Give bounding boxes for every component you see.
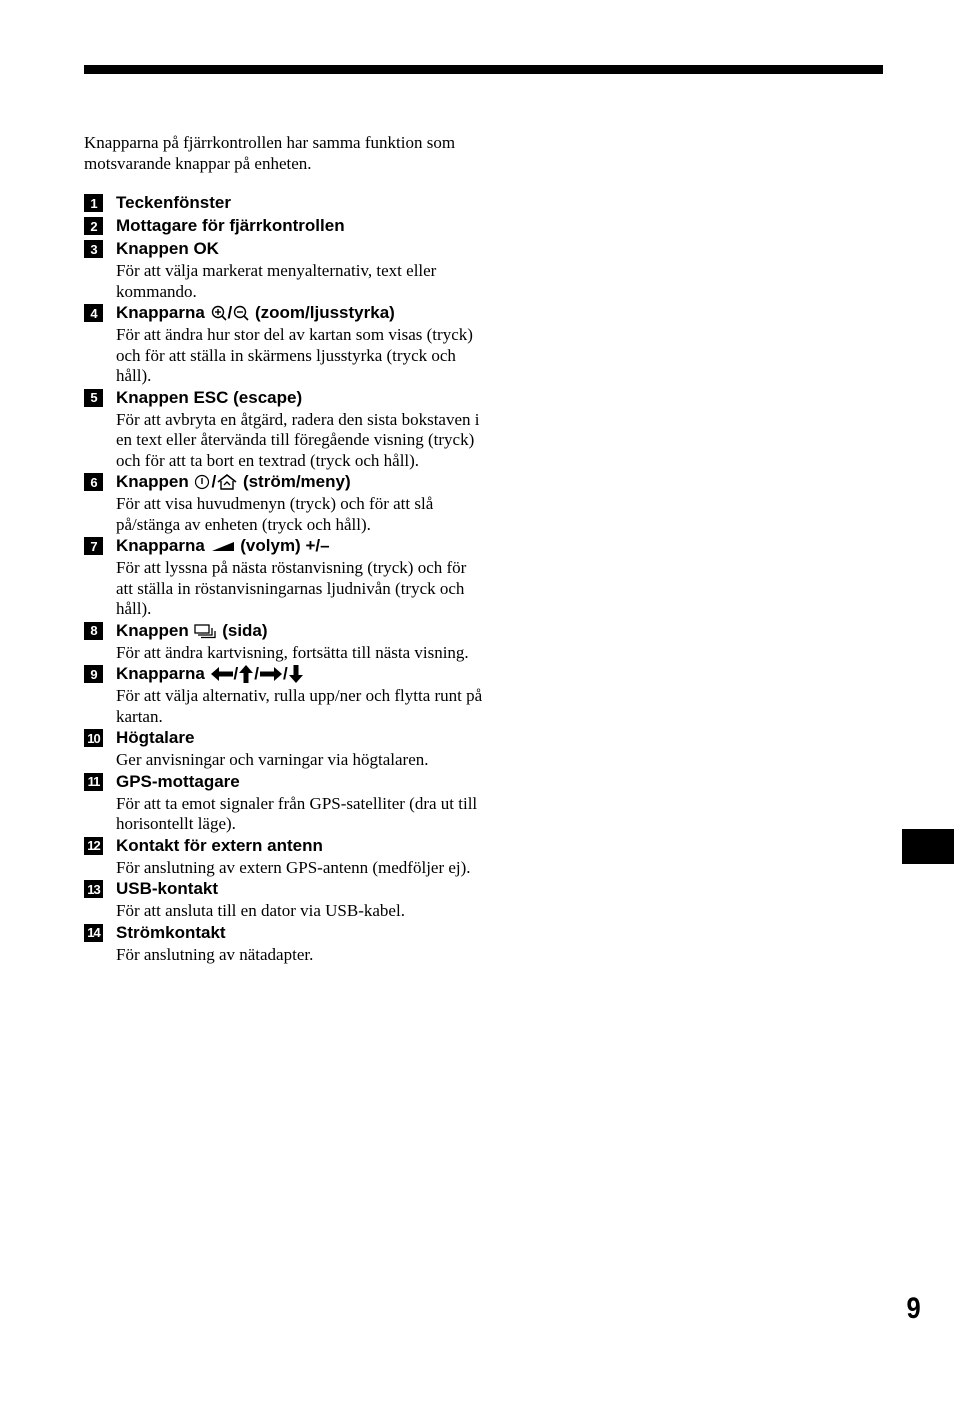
- slash: /: [254, 664, 259, 683]
- list-item: [84, 727, 484, 771]
- list-item: [84, 922, 484, 966]
- item-title: [116, 302, 395, 324]
- list-item: [84, 471, 484, 535]
- list-item: [84, 238, 484, 302]
- list-item: [84, 620, 484, 664]
- arrow-left-icon: [211, 667, 233, 681]
- item-number: 9: [84, 665, 103, 683]
- page-icon: [194, 623, 216, 639]
- item-title-suffix: (zoom/ljusstyrka): [255, 303, 395, 322]
- intro-paragraph: Knapparna på fjärrkontrollen har samma funktion som motsvarande knappar på enheten.: [84, 133, 456, 173]
- item-description: För att ta emot signaler från GPS-satelliter (dra ut till horisontellt läge).: [116, 793, 478, 833]
- item-description: Ger anvisningar och varningar via högtalaren.: [116, 750, 429, 769]
- section-tab: [902, 829, 954, 864]
- item-title-text: Knapparna: [116, 664, 205, 683]
- item-title-text: Knapparna: [116, 303, 205, 322]
- item-number: 10: [84, 729, 103, 747]
- item-title-text: Knapparna: [116, 536, 205, 555]
- item-title: Mottagare för fjärrkontrollen: [116, 216, 345, 235]
- item-number: 2: [84, 217, 103, 235]
- item-title-suffix: (volym) +/–: [240, 536, 330, 555]
- top-rule: [84, 65, 883, 74]
- page-number: 9: [906, 1292, 921, 1325]
- item-description: För att ansluta till en dator via USB-kabel.: [116, 901, 405, 920]
- home-icon: [217, 474, 237, 490]
- item-title: [116, 620, 268, 642]
- item-number: 13: [84, 880, 103, 898]
- item-description: För anslutning av nätadapter.: [116, 944, 314, 964]
- list-item: [84, 663, 484, 727]
- list-item: [84, 535, 484, 620]
- item-description: För anslutning av extern GPS-antenn (medföljer ej).: [116, 857, 471, 877]
- item-number: 11: [84, 773, 103, 791]
- item-description: För att visa huvudmenyn (tryck) och för att slå på/stänga av enheten (tryck och håll).: [116, 494, 434, 534]
- item-number: 6: [84, 473, 103, 491]
- list-item: [84, 771, 484, 835]
- item-title: Knappen ESC (escape): [116, 387, 303, 407]
- item-description: För att ändra kartvisning, fortsätta till nästa visning.: [116, 642, 469, 662]
- item-number: 14: [84, 924, 103, 942]
- list-item: [84, 302, 484, 387]
- item-title-suffix: (ström/meny): [242, 472, 351, 491]
- zoom-in-icon: [211, 305, 227, 321]
- item-title: Kontakt för extern antenn: [116, 835, 323, 855]
- item-title: Teckenfönster: [116, 193, 231, 212]
- slash: /: [283, 664, 288, 683]
- item-number: 7: [84, 537, 103, 555]
- item-title: Högtalare: [116, 728, 195, 747]
- list-item: [84, 215, 484, 237]
- item-number: 8: [84, 622, 103, 640]
- item-number: 5: [84, 389, 103, 407]
- item-title: [116, 535, 330, 557]
- item-number: 4: [84, 304, 103, 322]
- zoom-out-icon: [233, 305, 249, 321]
- slash: /: [211, 472, 217, 491]
- item-title: Knappen OK: [116, 239, 219, 258]
- volume-icon: [211, 540, 235, 552]
- item-title-text: Knappen: [116, 472, 189, 491]
- power-icon: [194, 474, 210, 490]
- item-number: 3: [84, 240, 103, 258]
- arrow-right-icon: [260, 667, 282, 681]
- item-title: USB-kontakt: [116, 879, 219, 898]
- item-number: 12: [84, 837, 103, 855]
- arrow-down-icon: [289, 665, 303, 683]
- item-title-suffix: (sida): [222, 620, 268, 640]
- list-item: [84, 387, 484, 472]
- item-description: För att välja markerat menyalternativ, text eller kommando.: [116, 261, 437, 301]
- item-description: För att avbryta en åtgärd, radera den sista bokstaven i en text eller återvända till föregående visning (tryck) och för att ta bort en textrad (tryck och håll).: [116, 409, 480, 470]
- list-item: [84, 835, 484, 879]
- slash: /: [227, 303, 233, 322]
- item-description: För att välja alternativ, rulla upp/ner och flytta runt på kartan.: [116, 686, 483, 726]
- item-title: [116, 471, 351, 493]
- arrow-up-icon: [239, 665, 253, 683]
- item-title: GPS-mottagare: [116, 771, 240, 791]
- slash: /: [233, 664, 239, 683]
- list-item: [84, 878, 484, 922]
- item-title: [116, 663, 304, 685]
- item-number: 1: [84, 194, 103, 212]
- list-item: [84, 192, 484, 214]
- item-list: [84, 192, 484, 965]
- item-title: Strömkontakt: [116, 922, 226, 942]
- item-description: För att ändra hur stor del av kartan som visas (tryck) och för att ställa in skärmens ljusstyrka (tryck och håll).: [116, 325, 473, 385]
- item-description: För att lyssna på nästa röstanvisning (tryck) och för att ställa in röstanvisningarnas ljudnivån (tryck och håll).: [116, 558, 467, 618]
- item-title-text: Knappen: [116, 620, 189, 640]
